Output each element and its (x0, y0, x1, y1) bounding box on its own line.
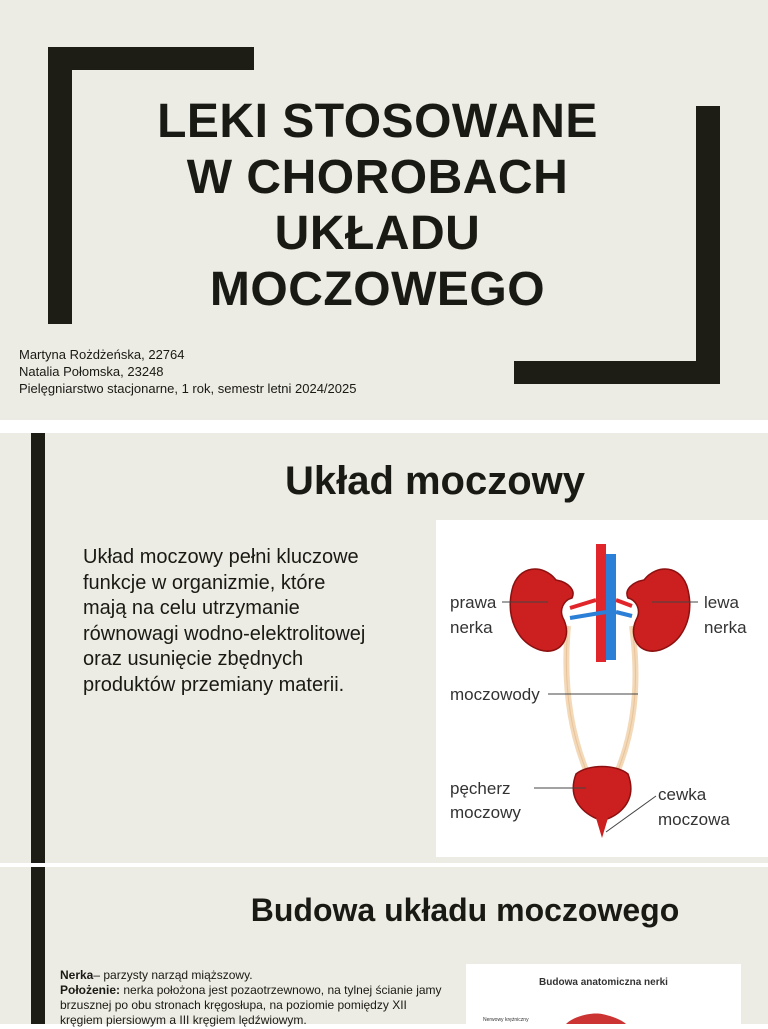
author-line: Natalia Połomska, 23248 (19, 364, 164, 379)
frame-corner-bottom-right-vertical (696, 106, 720, 384)
bladder (573, 767, 630, 821)
title-slide (0, 0, 768, 420)
kidney-anatomy-figure (466, 964, 741, 1024)
label-right-kidney: prawa (450, 593, 497, 612)
label-left-kidney-2: nerka (704, 618, 747, 637)
label-bladder-2: moczowy (450, 803, 521, 822)
course-line: Pielęgniarstwo stacjonarne, 1 rok, semestr letni 2024/2025 (19, 381, 357, 396)
author-line: Martyna Rożdżeńska, 22764 (19, 347, 185, 362)
title-line: LEKI STOSOWANE (157, 95, 598, 148)
authors-block (19, 346, 356, 397)
label-right-kidney-2: nerka (450, 618, 493, 637)
presentation-title (90, 94, 665, 318)
label-ureters: moczowody (450, 685, 540, 704)
kidney-definition: – parzysty narząd miąższowy. (93, 968, 253, 982)
figure-title: Budowa anatomiczna nerki (539, 977, 668, 988)
accent-bar (31, 867, 45, 1024)
label-urethra: cewka (658, 785, 707, 804)
kidney-icon (566, 1013, 626, 1024)
label-bladder: pęcherz (450, 779, 511, 798)
title-line: MOCZOWEGO (209, 263, 546, 316)
location-definition: nerka położona jest pozaotrzewnowo, na tylnej ścianie jamy brzusznej po obu stronach kręgosłupa, na poziomie pomiędzy XII kręgiem piersiowym a III kręgiem lędźwiowym. (60, 983, 442, 1027)
frame-corner-top-left-vertical (48, 47, 72, 324)
term-kidney: Nerka (60, 968, 94, 982)
frame-corner-top-left-horizontal (48, 47, 254, 70)
title-line: UKŁADU (274, 207, 481, 260)
right-ureter (566, 626, 586, 770)
label-urethra-2: moczowa (658, 810, 730, 829)
label-left-kidney: lewa (704, 593, 739, 612)
right-kidney (510, 569, 573, 651)
accent-bar (31, 433, 45, 863)
vena-cava (606, 554, 616, 660)
slide-body-text: Układ moczowy pełni kluczowe funkcje w organizmie, które mają na celu utrzymanie równowagi wodno-elektrolitowej oraz usunięcie zbędnych produktów przemiany materii. (83, 546, 366, 696)
left-ureter (618, 626, 635, 770)
aorta (596, 544, 606, 662)
slide-heading: Układ moczowy (284, 459, 586, 503)
slide-heading: Budowa układu moczowego (250, 892, 680, 928)
urethra (596, 818, 608, 838)
left-kidney (627, 569, 690, 651)
frame-corner-bottom-right-horizontal (514, 361, 720, 384)
term-location: Położenie: (60, 983, 121, 997)
urinary-system-illustration (436, 520, 768, 857)
figure-label: Nerwowy krężniczny (483, 1017, 529, 1023)
title-line: W CHOROBACH (186, 151, 569, 204)
urinary-system-diagram (436, 520, 768, 857)
kidney-description (60, 968, 450, 1028)
